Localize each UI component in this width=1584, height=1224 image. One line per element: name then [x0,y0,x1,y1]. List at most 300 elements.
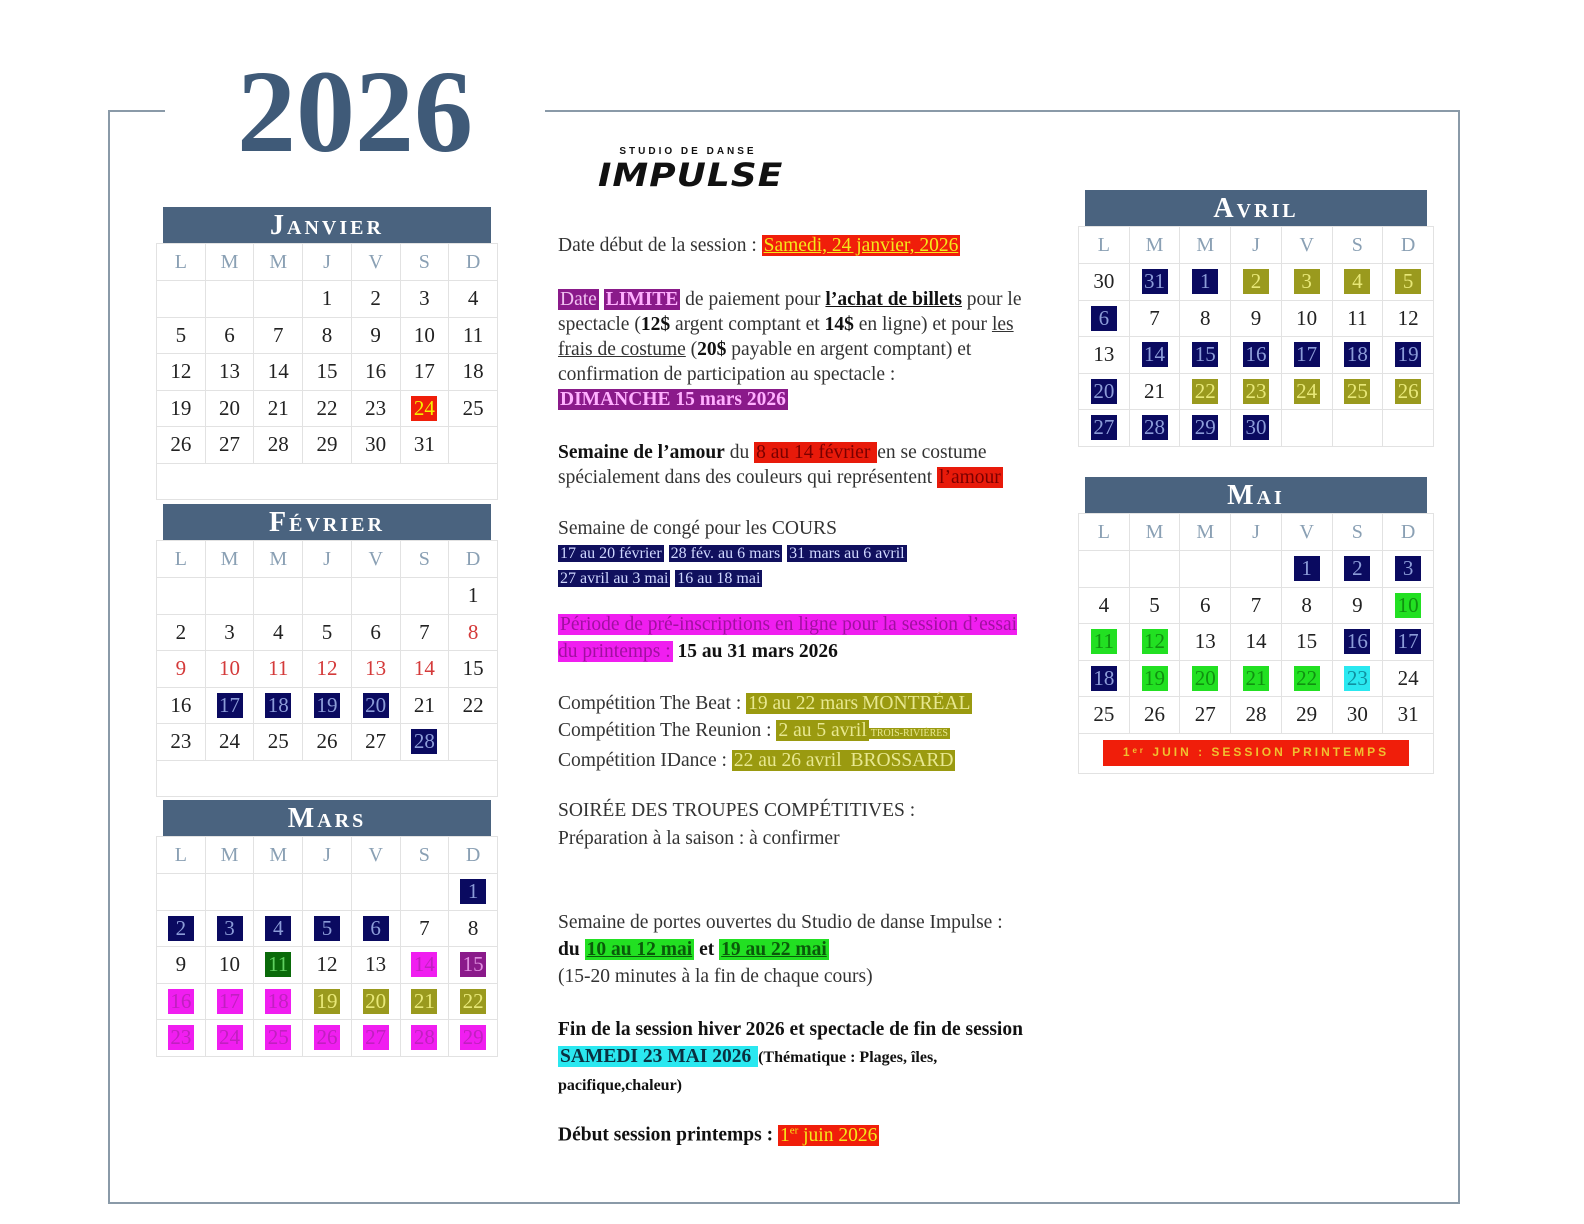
day-cell [303,983,352,1020]
day-cell [351,947,400,984]
day-number: 15 [1296,629,1318,654]
calendar-janvier [156,207,498,500]
day-number: 8 [467,619,479,644]
day-cell [449,390,498,427]
session-start-line [558,233,1048,258]
day-number: 1 [460,879,486,904]
day-cell [1180,337,1231,374]
day-cell [254,983,303,1020]
day-cell [157,651,206,688]
month-grid [1078,513,1434,734]
day-cell [449,354,498,391]
day-number: 1 [321,286,333,311]
day-cell [1231,264,1282,301]
day-cell [1332,660,1383,697]
day-cell [351,983,400,1020]
holiday-week-block [558,517,1048,591]
empty-day-cell [400,578,449,615]
day-cell [205,724,254,761]
day-number: 10 [1296,305,1318,330]
day-cell [254,614,303,651]
day-cell [1332,587,1383,624]
competition-label: Compétition IDance : [558,750,732,771]
day-number: 18 [1344,342,1370,367]
weekday-label: M [205,244,254,281]
day-number: 28 [1245,702,1267,727]
day-number: 8 [1200,305,1211,330]
day-cell [1180,587,1231,624]
day-number: 8 [467,915,479,940]
day-number: 29 [1192,415,1218,440]
empty-day-cell [1129,551,1180,588]
holiday-period: 31 mars au 6 avril [789,545,905,562]
day-cell [157,724,206,761]
weekday-label: L [157,244,206,281]
day-number: 17 [217,693,243,718]
day-cell [1180,300,1231,337]
end-session-theme: (Thématique : Plages, îles, pacifique,chaleur) [558,1049,938,1094]
day-cell [1079,373,1130,410]
day-cell [1079,660,1130,697]
day-cell [1281,551,1332,588]
love-week-label: Semaine de l’amour [558,442,725,463]
day-number: 23 [365,395,387,420]
day-number: 13 [365,656,387,681]
day-number: 1 [1192,269,1218,294]
day-number: 22 [1192,379,1218,404]
end-session-block [558,1016,1048,1099]
day-cell [400,354,449,391]
day-cell [303,390,352,427]
day-number: 4 [265,916,291,941]
day-cell [254,724,303,761]
spring-start-block [558,1118,1048,1148]
day-number: 14 [267,359,289,384]
weekday-label: V [1281,514,1332,551]
day-number: 15 [1192,342,1218,367]
day-number: 29 [316,432,338,457]
day-number: 31 [1142,269,1168,294]
day-cell [1180,373,1231,410]
day-cell [1079,587,1130,624]
day-number: 7 [419,619,430,644]
week-row [157,354,498,391]
day-number: 9 [1250,305,1262,330]
day-cell [400,687,449,724]
day-number: 2 [1243,269,1269,294]
holiday-label: Semaine de congé pour les COURS [558,518,837,539]
day-number: 17 [1294,342,1320,367]
day-number: 24 [219,729,241,754]
day-cell [303,687,352,724]
day-cell [449,947,498,984]
month-title: Avril [1085,190,1427,226]
day-cell [1231,337,1282,374]
day-number: 17 [1395,629,1421,654]
weekday-label: D [449,837,498,874]
day-cell [157,614,206,651]
week-row [157,281,498,318]
week-row [1079,337,1434,374]
empty-day-cell [1383,410,1434,447]
day-number: 7 [419,915,430,940]
day-number: 24 [217,1025,243,1050]
week-row [1079,697,1434,734]
day-number: 6 [224,322,235,347]
weekday-label: J [1231,514,1282,551]
love-word: l’amour [939,467,1001,488]
day-number: 31 [413,432,435,457]
open-house-text: Semaine de portes ouvertes du Studio de danse Impulse : [558,912,1003,933]
day-cell [400,427,449,464]
day-cell [1383,300,1434,337]
troupes-text: Préparation à la saison : à confirmer [558,828,840,849]
weekday-header-row [157,244,498,281]
day-cell [1180,697,1231,734]
calendar-spacer [156,464,498,500]
day-number: 23 [1344,666,1370,691]
competition-place: BROSSARD [850,750,954,771]
day-number: 12 [316,952,338,977]
week-row [1079,264,1434,301]
day-number: 11 [268,656,289,681]
day-number: 9 [175,952,187,977]
day-cell [254,947,303,984]
day-number: 2 [168,916,194,941]
day-cell [1383,624,1434,661]
day-number: 14 [411,952,437,977]
day-number: 27 [1091,415,1117,440]
day-number: 3 [1294,269,1320,294]
day-number: 13 [1194,629,1216,654]
day-number: 26 [314,1025,340,1050]
holiday-period: 16 au 18 mai [677,570,761,587]
day-cell [1332,264,1383,301]
day-number: 21 [267,395,289,420]
day-cell [1079,264,1130,301]
day-cell [1129,300,1180,337]
day-number: 4 [467,286,479,311]
day-cell [1383,264,1434,301]
day-number: 22 [316,395,338,420]
day-number: 21 [413,692,435,717]
week-row [1079,587,1434,624]
empty-day-cell [205,874,254,911]
weekday-label: M [1129,514,1180,551]
day-cell [351,427,400,464]
empty-day-cell [157,874,206,911]
day-number: 10 [1395,593,1421,618]
day-number: 11 [462,322,484,347]
competition-dates: 22 au 26 avril [733,750,847,771]
day-cell [1079,337,1130,374]
day-number: 1 [1294,556,1320,581]
empty-day-cell [303,874,352,911]
week-row [157,947,498,984]
weekday-label: M [1180,227,1231,264]
day-cell [449,910,498,947]
day-number: 2 [1344,556,1370,581]
day-cell [400,651,449,688]
day-number: 12 [1397,305,1419,330]
day-number: 2 [370,286,381,311]
day-cell [400,1020,449,1057]
day-cell [1231,697,1282,734]
weekday-label: D [1383,514,1434,551]
day-cell [157,354,206,391]
day-cell [303,1020,352,1057]
love-week-text: du [724,442,755,463]
day-number: 7 [1250,592,1262,617]
day-number: 13 [1093,342,1115,367]
day-cell [1281,337,1332,374]
weekday-label: V [351,244,400,281]
day-number: 23 [170,729,192,754]
holiday-period: 17 au 20 février [560,545,662,562]
session-start-label: Date début de la session : [558,235,762,256]
end-session-text: Fin de la session hiver 2026 et spectacle de fin de session [558,1019,1023,1040]
day-cell [254,651,303,688]
competition-label: Compétition The Reunion : [558,720,777,741]
day-cell [449,687,498,724]
day-number: 18 [265,693,291,718]
day-number: 9 [1352,592,1363,617]
empty-day-cell [254,578,303,615]
preregistration-dates: 15 au 31 mars 2026 [672,641,838,662]
week-row [157,724,498,761]
love-week-text: en se costume spécialement dans des couleurs qui représentent [558,442,987,488]
day-number: 1 [467,583,479,608]
day-number: 18 [265,989,291,1014]
month-title: Février [163,504,491,540]
weekday-label: M [1180,514,1231,551]
day-number: 16 [1243,342,1269,367]
day-cell [400,947,449,984]
week-row [157,1020,498,1057]
day-cell [351,281,400,318]
day-cell [205,687,254,724]
day-cell [351,317,400,354]
day-cell [254,390,303,427]
day-number: 21 [1144,378,1166,403]
weekday-header-row [157,541,498,578]
competition-dates: 19 au 22 mars [748,693,859,714]
calendar-mai [1078,477,1434,774]
payment-deadline-block [558,287,1048,412]
empty-day-cell [1231,551,1282,588]
deadline-date: DIMANCHE 15 mars 2026 [560,389,786,410]
day-cell [1383,587,1434,624]
day-number: 12 [316,656,338,681]
empty-day-cell [1180,551,1231,588]
day-number: 12 [170,359,192,384]
week-row [1079,624,1434,661]
day-number: 9 [175,656,187,681]
day-number: 25 [267,729,289,754]
day-number: 25 [265,1025,291,1050]
troupes-title: SOIRÉE DES TROUPES COMPÉTITIVES : [558,800,916,821]
day-number: 24 [1294,379,1320,404]
session-start-date: Samedi, 24 janvier, 2026 [763,235,959,256]
day-number: 16 [365,359,387,384]
day-cell [1332,551,1383,588]
day-cell [303,317,352,354]
day-number: 3 [224,619,235,644]
day-cell [1281,587,1332,624]
day-cell [400,281,449,318]
calendar-avril [1078,190,1434,447]
day-number: 21 [411,989,437,1014]
day-cell [254,910,303,947]
day-number: 27 [365,729,387,754]
day-cell [351,1020,400,1057]
day-number: 7 [273,322,284,347]
empty-day-cell [205,578,254,615]
day-number: 15 [316,359,338,384]
day-cell [1231,624,1282,661]
day-cell [449,983,498,1020]
empty-day-cell [303,578,352,615]
empty-day-cell [157,281,206,318]
logo-subtitle: STUDIO DE DANSE [619,146,757,157]
day-cell [303,724,352,761]
day-number: 15 [460,952,486,977]
weekday-label: S [400,541,449,578]
day-cell [400,910,449,947]
weekday-label: S [1332,514,1383,551]
weekday-label: L [1079,227,1130,264]
day-number: 29 [460,1025,486,1050]
day-number: 21 [1243,666,1269,691]
day-cell [1129,624,1180,661]
weekday-label: M [254,837,303,874]
day-cell [157,1020,206,1057]
day-cell [254,427,303,464]
day-cell [400,390,449,427]
day-number: 15 [462,656,484,681]
competition-dates: 2 au 5 avril [778,720,867,741]
weekday-label: S [400,837,449,874]
weekday-label: D [449,541,498,578]
day-number: 28 [1142,415,1168,440]
day-number: 25 [1344,379,1370,404]
day-number: 3 [419,286,430,311]
empty-day-cell [1332,410,1383,447]
day-cell [254,1020,303,1057]
weekday-label: D [449,244,498,281]
day-cell [1180,624,1231,661]
open-house-block [558,909,1028,990]
day-number: 13 [219,359,241,384]
day-cell [400,317,449,354]
week-row [157,687,498,724]
day-number: 25 [462,395,484,420]
open-house-dates: 10 au 12 mai [586,939,693,960]
day-cell [400,983,449,1020]
day-cell [1231,300,1282,337]
day-number: 4 [273,619,284,644]
day-cell [400,614,449,651]
deadline-text: en ligne) et pour [853,314,992,335]
open-house-dates: 19 au 22 mai [721,939,827,960]
love-week-block [558,440,1048,490]
weekday-label: V [1281,227,1332,264]
competition-place: TROIS-RIVIÈRES [870,728,948,739]
day-number: 20 [363,693,389,718]
end-session-date: SAMEDI 23 MAI 2026 [560,1046,757,1067]
spring-start-date: 1er juin 2026 [779,1124,878,1146]
day-cell [449,651,498,688]
open-house-note: (15-20 minutes à la fin de chaque cours) [558,966,873,987]
day-cell [1383,337,1434,374]
day-cell [254,354,303,391]
love-week-dates: 8 au 14 février [756,442,876,463]
day-number: 22 [460,989,486,1014]
day-cell [157,687,206,724]
day-number: 28 [267,432,289,457]
day-number: 14 [1142,342,1168,367]
weekday-label: M [254,541,303,578]
month-grid [1078,226,1434,447]
day-number: 5 [1395,269,1421,294]
day-cell [1281,300,1332,337]
day-cell [205,354,254,391]
week-row [157,874,498,911]
weekday-label: S [400,244,449,281]
holiday-period: 27 avril au 3 mai [560,570,669,587]
weekday-label: L [157,541,206,578]
day-cell [1129,660,1180,697]
open-house-et: et [694,939,720,960]
day-number: 6 [1200,592,1211,617]
holiday-period: 28 fév. au 6 mars [670,545,781,562]
day-number: 22 [462,692,484,717]
day-number: 26 [1395,379,1421,404]
day-cell [1231,410,1282,447]
day-number: 20 [363,989,389,1014]
day-cell [157,983,206,1020]
deadline-date-word: Date [560,289,597,310]
day-number: 19 [314,989,340,1014]
empty-day-cell [351,578,400,615]
price-cash: 12$ [640,314,671,335]
preregistration-text: Période de pré-inscriptions en ligne pour la session d’essai du printemps : [558,614,1018,662]
day-cell [205,390,254,427]
day-cell [1383,660,1434,697]
day-number: 11 [265,952,291,977]
week-row [1079,551,1434,588]
weekday-label: M [1129,227,1180,264]
day-cell [205,910,254,947]
day-cell [205,947,254,984]
day-cell [400,724,449,761]
competitions-block [558,690,1048,774]
day-number: 20 [219,395,241,420]
month-grid [156,540,498,761]
day-cell [254,317,303,354]
day-number: 28 [411,729,437,754]
deadline-text: de paiement pour [680,289,826,310]
day-cell [1231,587,1282,624]
logo-name: IMPULSE [598,157,784,194]
week-row [1079,660,1434,697]
month-title: Mai [1085,477,1427,513]
day-cell [1281,264,1332,301]
week-row [1079,410,1434,447]
day-number: 23 [1243,379,1269,404]
day-cell [1129,373,1180,410]
day-number: 16 [170,692,192,717]
